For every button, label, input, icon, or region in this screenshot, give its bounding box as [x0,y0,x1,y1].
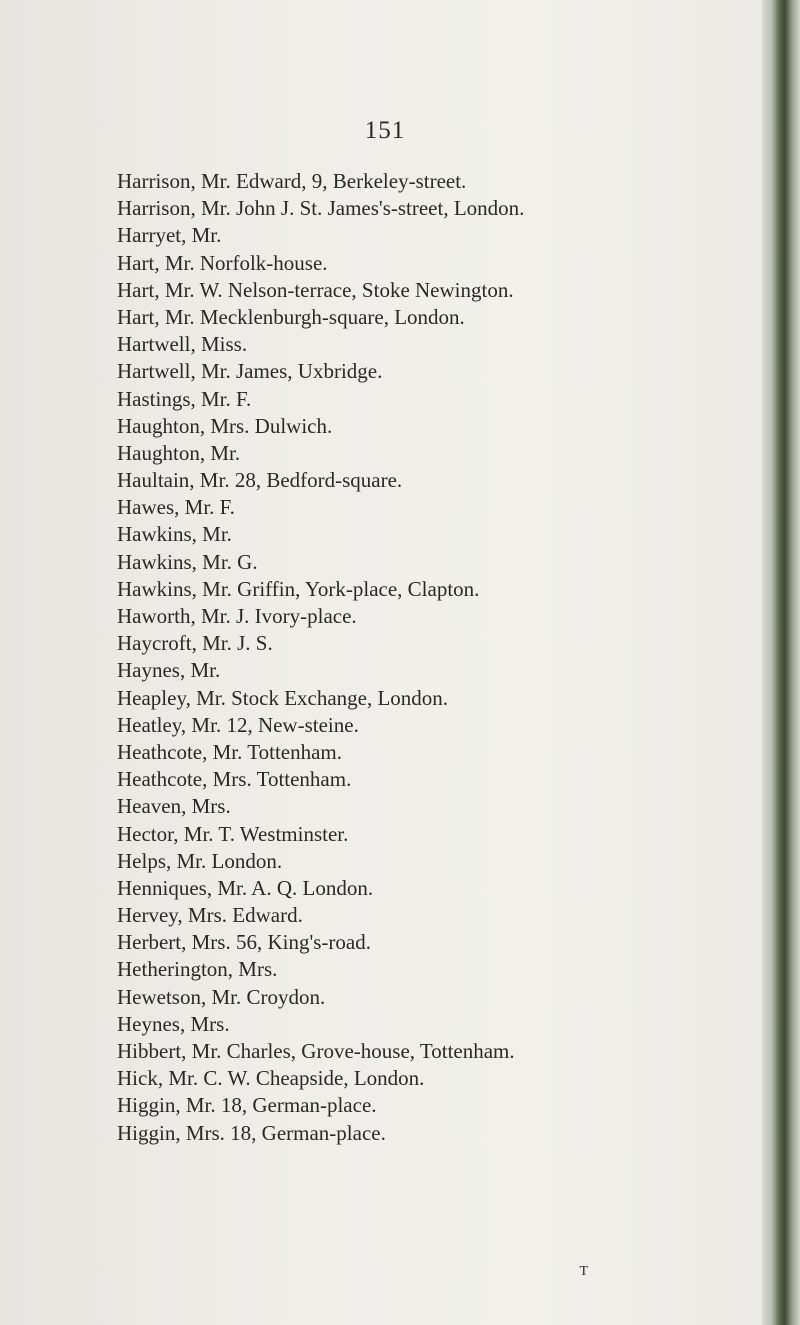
list-item: Heynes, Mrs. [117,1011,230,1036]
list-item: Hetherington, Mrs. [117,957,278,982]
list-item: Harryet, Mr. [117,223,222,248]
list-item: Heaven, Mrs. [117,794,231,819]
list-item: Hawkins, Mr. Griffin, York-place, Clapton. [117,576,480,601]
list-item: Hewetson, Mr. Croydon. [117,984,326,1009]
subscriber-list [117,168,757,1147]
list-item: Hastings, Mr. F. [117,386,252,411]
list-item: Heatley, Mr. 12, New-steine. [117,712,359,737]
list-item: Hart, Mr. W. Nelson-terrace, Stoke Newington. [117,277,514,302]
list-item: Haughton, Mr. [117,440,241,465]
list-item: Helps, Mr. London. [117,848,283,873]
list-item: Henniques, Mr. A. Q. London. [117,875,374,900]
page-number: 151 [364,117,406,144]
list-item: Higgin, Mrs. 18, German-place. [117,1120,386,1145]
list-item: Hartwell, Miss. [117,332,248,357]
list-item: Harrison, Mr. Edward, 9, Berkeley-street. [117,169,467,193]
list-item: Hart, Mr. Norfolk-house. [117,250,328,275]
list-item: Harrison, Mr. John J. St. James's-street, London. [117,196,525,221]
list-item: Hart, Mr. Mecklenburgh-square, London. [117,304,465,329]
signature-mark: T [579,1264,588,1279]
list-item: Haynes, Mr. [117,658,221,683]
list-item: Haultain, Mr. 28, Bedford-square. [117,468,403,493]
list-item: Hibbert, Mr. Charles, Grove-house, Tottenham. [117,1039,515,1063]
list-item: Hartwell, Mr. James, Uxbridge. [117,359,383,384]
list-item: Hawes, Mr. F. [117,495,235,520]
list-item: Haycroft, Mr. J. S. [117,631,273,656]
list-item: Haughton, Mrs. Dulwich. [117,413,333,438]
list-item: Heathcote, Mr. Tottenham. [117,739,343,764]
list-item: Hick, Mr. C. W. Cheapside, London. [117,1066,425,1091]
list-item: Hawkins, Mr. G. [117,549,258,574]
list-item: Herbert, Mrs. 56, King's-road. [117,930,371,955]
list-item: Hawkins, Mr. [117,522,232,547]
page-edge [762,0,800,1325]
list-item: Haworth, Mr. J. Ivory-place. [117,604,357,628]
list-item: Higgin, Mr. 18, German-place. [117,1093,377,1118]
list-item: Heapley, Mr. Stock Exchange, London. [117,685,449,710]
list-item: Hervey, Mrs. Edward. [117,903,303,928]
list-item: Hector, Mr. T. Westminster. [117,821,349,846]
list-item: Heathcote, Mrs. Tottenham. [117,767,352,792]
